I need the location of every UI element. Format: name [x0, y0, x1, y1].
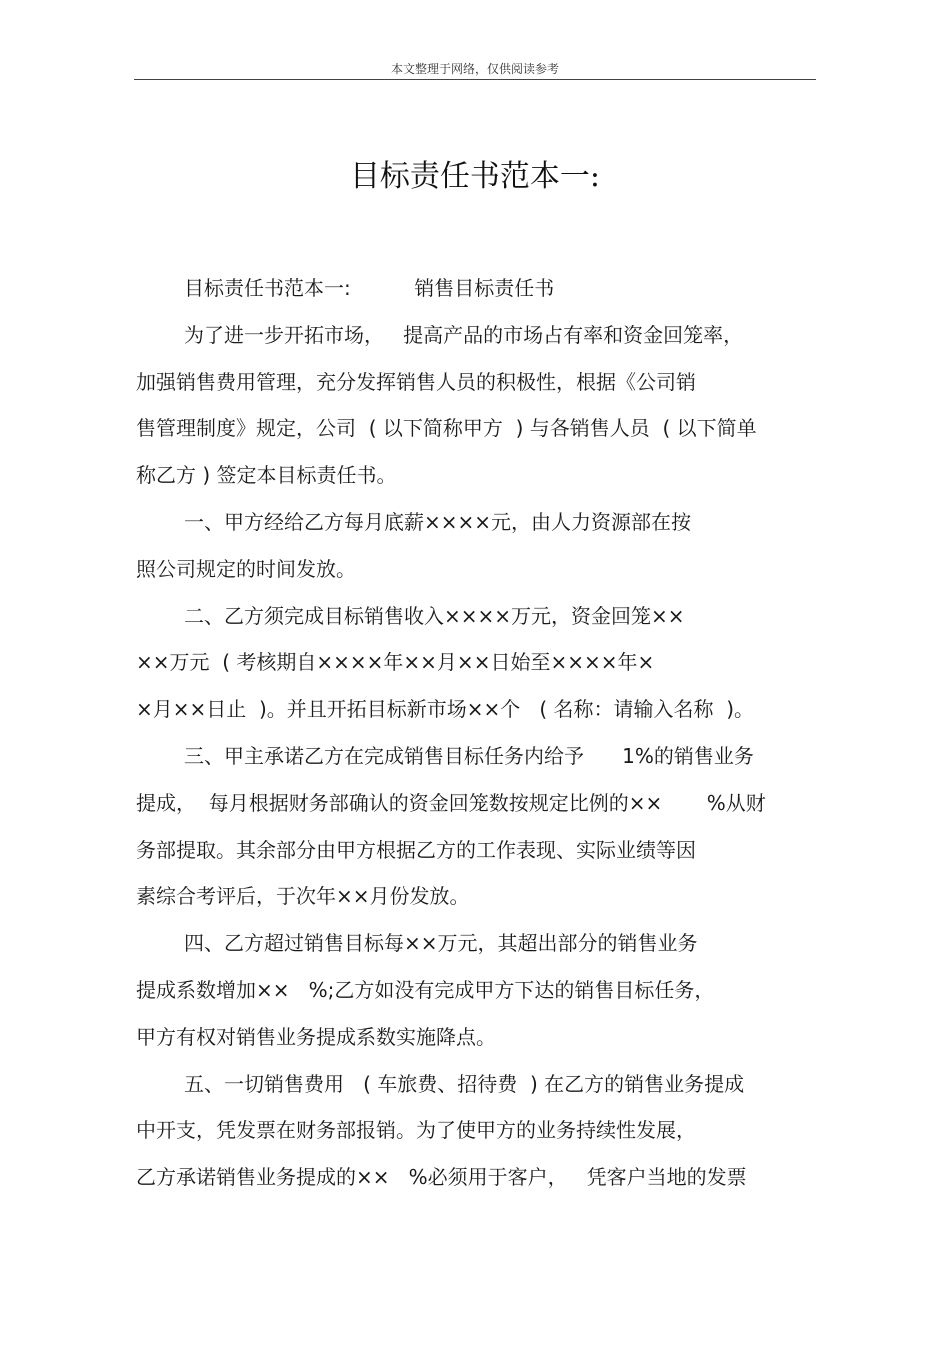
body-line: 一、甲方经给乙方每月底薪××××元，由人力资源部在按 — [184, 509, 692, 534]
body-line: 提成系数增加×× %;乙方如没有完成甲方下达的销售目标任务， — [136, 977, 715, 1002]
header-divider — [134, 79, 816, 80]
body-line: 称乙方 ) 签定本目标责任书。 — [136, 463, 397, 488]
body-line: 为了进一步开拓市场， 提高产品的市场占有率和资金回笼率， — [184, 322, 744, 347]
document-title: 目标责任书范本一: — [349, 159, 601, 194]
body-line: 三、甲主承诺乙方在完成销售目标任务内给予 1%的销售业务 — [184, 743, 754, 768]
body-line: 二、乙方须完成目标销售收入××××万元，资金回笼×× — [184, 603, 685, 628]
body-line: 甲方有权对销售业务提成系数实施降点。 — [136, 1024, 496, 1049]
body-line: 提成， 每月根据财务部确认的资金回笼数按规定比例的×× %从财 — [136, 790, 766, 815]
body-line: 五、一切销售费用 ( 车旅费、招待费 ) 在乙方的销售业务提成 — [184, 1071, 745, 1096]
body-line: 乙方承诺销售业务提成的×× %必须用于客户， 凭客户当地的发票 — [136, 1165, 747, 1190]
body-line: 素综合考评后，于次年××月份发放。 — [136, 884, 470, 909]
document-body — [136, 265, 826, 1201]
body-line: 加强销售费用管理，充分发挥销售人员的积极性，根据《公司销 — [136, 369, 696, 394]
body-line: 目标责任书范本一: 销售目标责任书 — [184, 276, 555, 300]
body-line: 务部提取。其余部分由甲方根据乙方的工作表现、实际业绩等因 — [136, 837, 696, 862]
body-line: 照公司规定的时间发放。 — [136, 556, 356, 581]
body-line: 中开支，凭发票在财务部报销。为了使甲方的业务持续性发展， — [136, 1118, 696, 1143]
body-line: ×月××日止 )。并且开拓目标新市场××个 ( 名称：请输入名称 )。 — [136, 697, 755, 722]
page-header-note: 本文整理于网络，仅供阅读参考 — [390, 62, 559, 76]
body-line: ××万元 ( 考核期自××××年××月××日始至××××年× — [136, 650, 655, 675]
body-line: 售管理制度》规定，公司 ( 以下简称甲方 ) 与各销售人员 ( 以下简单 — [136, 416, 757, 441]
body-line: 四、乙方超过销售目标每××万元，其超出部分的销售业务 — [184, 931, 698, 956]
